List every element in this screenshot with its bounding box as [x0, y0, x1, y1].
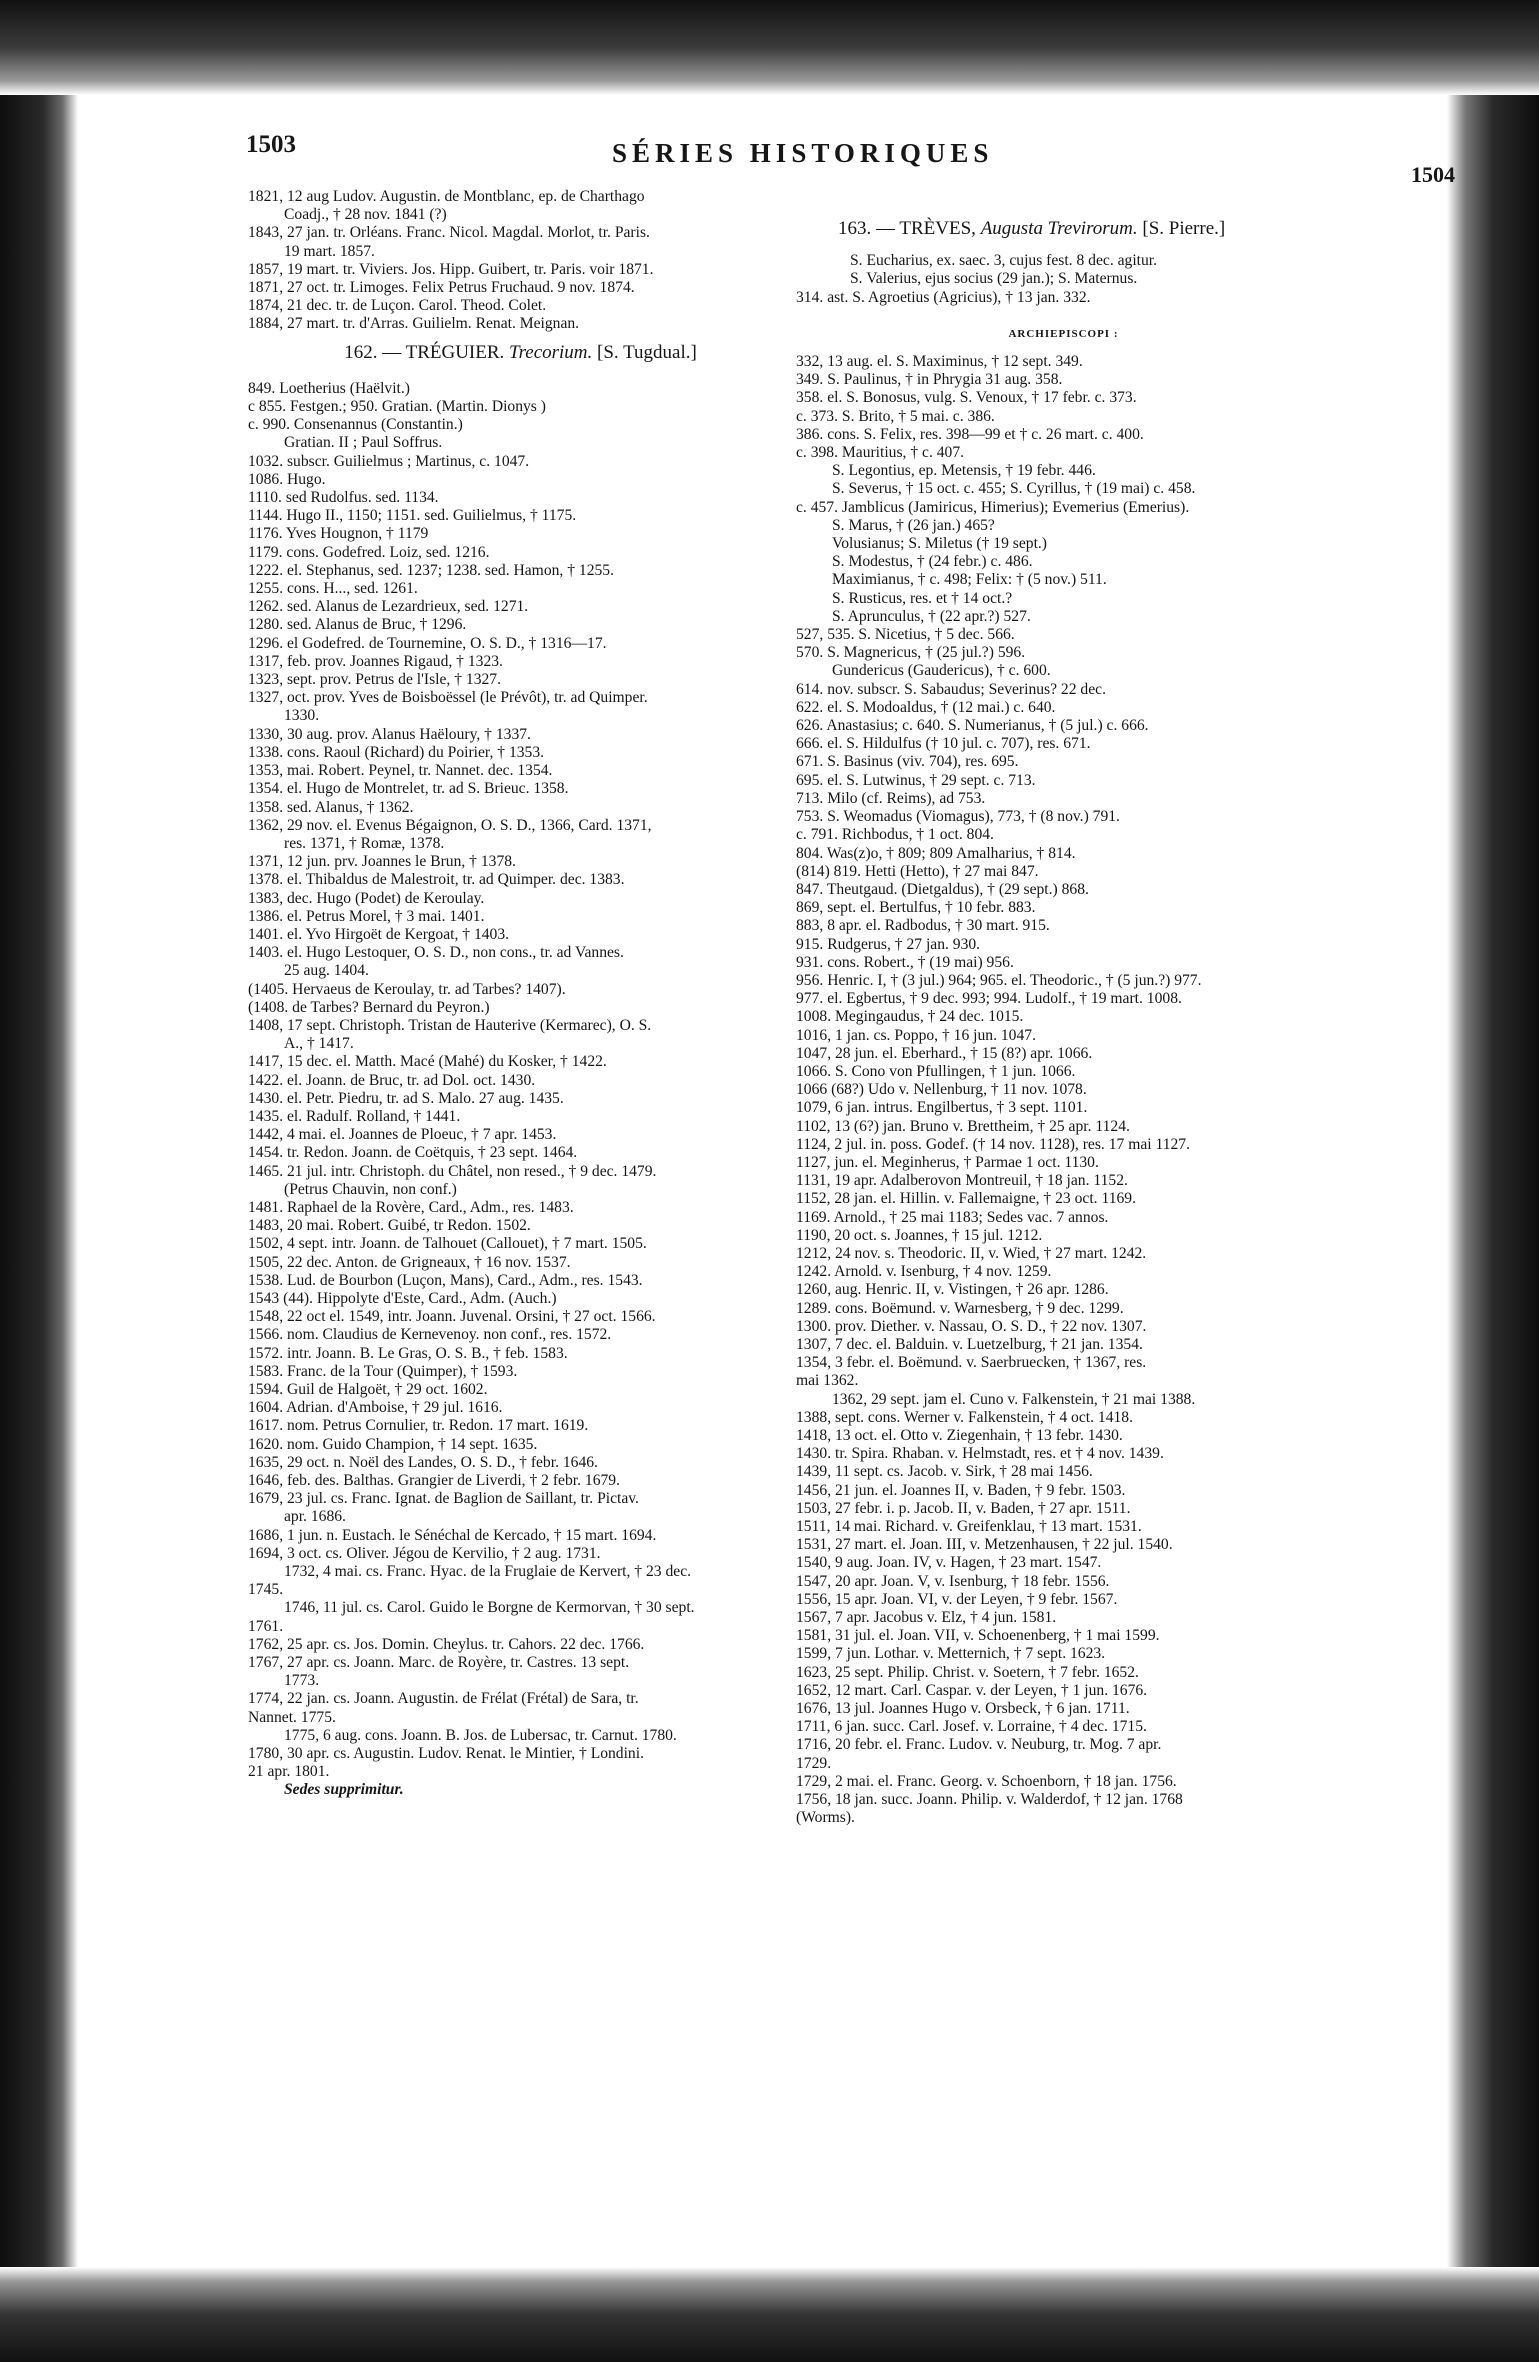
section-heading-treves: [796, 220, 1331, 238]
list-item: 1716, 20 febr. el. Franc. Ludov. v. Neuburg, tr. Mog. 7 apr.: [796, 1736, 1162, 1754]
list-item: c 855. Festgen.; 950. Gratian. (Martin. Dionys ): [248, 398, 546, 416]
list-item: 1635, 29 oct. n. Noël des Landes, O. S. D., † febr. 1646.: [248, 1453, 598, 1471]
list-item: 626. Anastasius; c. 640. S. Numerianus, † (5 jul.) c. 666.: [796, 717, 1149, 735]
list-item: 1767, 27 apr. cs. Joann. Marc. de Royère, tr. Castres. 13 sept.: [248, 1654, 630, 1672]
list-item: 1711, 6 jan. succ. Carl. Josef. v. Lorraine, † 4 dec. 1715.: [796, 1718, 1147, 1736]
list-item: S. Severus, † 15 oct. c. 455; S. Cyrillus, † (19 mai) c. 458.: [832, 480, 1196, 498]
bishops-list-treguier: [248, 380, 793, 1782]
list-item: 1556, 15 apr. Joan. VI, v. der Leyen, † 9 febr. 1567.: [796, 1590, 1118, 1608]
scan-border-left: [0, 0, 78, 2362]
list-item: 1131, 19 apr. Adalberovon Montreuil, † 18 jan. 1152.: [796, 1172, 1128, 1190]
left-column: [248, 188, 793, 1800]
list-item: 1874, 21 dec. tr. de Luçon. Carol. Theod. Colet.: [248, 297, 547, 315]
list-item: 1307, 7 dec. el. Balduin. v. Luetzelburg, † 21 jan. 1354.: [796, 1335, 1143, 1353]
archbishops-list-treves: [796, 353, 1331, 1827]
list-item: 1761.: [248, 1617, 284, 1635]
list-item: 1190, 20 oct. s. Joannes, † 15 jul. 1212.: [796, 1226, 1043, 1244]
list-item: 1567, 7 apr. Jacobus v. Elz, † 4 jun. 1581.: [796, 1609, 1057, 1627]
list-item: S. Rusticus, res. et † 14 oct.?: [832, 589, 1013, 607]
list-item: 1362, 29 nov. el. Evenus Bégaignon, O. S. D., 1366, Card. 1371,: [248, 816, 652, 834]
list-item: 1652, 12 mart. Carl. Caspar. v. der Leyen, † 1 jun. 1676.: [796, 1681, 1148, 1699]
list-item: 1144. Hugo II., 1150; 1151. sed. Guilielmus, † 1175.: [248, 507, 577, 525]
list-item: S. Modestus, † (24 febr.) c. 486.: [832, 553, 1033, 571]
right-column: [796, 220, 1331, 1827]
section-patron: [S. Tugdual.]: [597, 341, 697, 363]
list-item: 1430. el. Petr. Piedru, tr. ad S. Malo. 27 aug. 1435.: [248, 1089, 564, 1107]
list-item: (1405. Hervaeus de Keroulay, tr. ad Tarbes? 1407).: [248, 980, 566, 998]
list-item: 1543 (44). Hippolyte d'Este, Card., Adm. (Auch.): [248, 1289, 557, 1307]
list-item: 1623, 25 sept. Philip. Christ. v. Soetern, † 7 febr. 1652.: [796, 1663, 1139, 1681]
list-item: 19 mart. 1857.: [284, 242, 375, 260]
list-item: 1442, 4 mai. el. Joannes de Ploeuc, † 7 apr. 1453.: [248, 1126, 557, 1144]
list-item: 1338. cons. Raoul (Richard) du Poirier, † 1353.: [248, 743, 545, 761]
list-item: 1152, 28 jan. el. Hillin. v. Fallemaigne, † 23 oct. 1169.: [796, 1190, 1136, 1208]
list-item: 1604. Adrian. d'Amboise, † 29 jul. 1616.: [248, 1399, 503, 1417]
list-item: 713. Milo (cf. Reims), ad 753.: [796, 789, 986, 807]
list-item: 1599, 7 jun. Lothar. v. Metternich, † 7 sept. 1623.: [796, 1645, 1106, 1663]
list-item: 314. ast. S. Agroetius (Agricius), † 13 jan. 332.: [796, 288, 1091, 306]
list-item: 666. el. S. Hildulfus († 10 jul. c. 707), res. 671.: [796, 735, 1091, 753]
list-item: Gratian. II ; Paul Soffrus.: [284, 434, 443, 452]
list-item: 1547, 20 apr. Joan. V, v. Isenburg, † 18 febr. 1556.: [796, 1572, 1110, 1590]
list-item: 1086. Hugo.: [248, 470, 326, 488]
running-title: SÉRIES HISTORIQUES: [612, 138, 994, 168]
list-item: 1079, 6 jan. intrus. Engilbertus, † 3 sept. 1101.: [796, 1099, 1088, 1117]
scan-border-bottom: [0, 2267, 1539, 2362]
list-item: 1679, 23 jul. cs. Franc. Ignat. de Baglion de Saillant, tr. Pictav.: [248, 1490, 639, 1508]
list-item: 570. S. Magnericus, † (25 jul.?) 596.: [796, 644, 1026, 662]
list-item: 1745.: [248, 1581, 284, 1599]
section-heading-treguier: [248, 341, 793, 363]
list-item: 1686, 1 jun. n. Eustach. le Sénéchal de Kercado, † 15 mart. 1694.: [248, 1526, 657, 1544]
list-item: 1362, 29 sept. jam el. Cuno v. Falkenstein, † 21 mai 1388.: [832, 1390, 1196, 1408]
list-item: 1465. 21 jul. intr. Christoph. du Châtel, non resed., † 9 dec. 1479.: [248, 1162, 657, 1180]
right-intro-list: [796, 252, 1331, 307]
list-item: 977. el. Egbertus, † 9 dec. 993; 994. Ludolf., † 19 mart. 1008.: [796, 990, 1182, 1008]
list-item: 1774, 22 jan. cs. Joann. Augustin. de Frélat (Frétal) de Sara, tr.: [248, 1690, 639, 1708]
list-item: 1483, 20 mai. Robert. Guibé, tr Redon. 1502.: [248, 1217, 531, 1235]
list-item: S. Valerius, ejus socius (29 jan.); S. Maternus.: [850, 270, 1138, 288]
list-item: 1417, 15 dec. el. Matth. Macé (Mahé) du Kosker, † 1422.: [248, 1053, 607, 1071]
list-item: 1884, 27 mart. tr. d'Arras. Guilielm. Renat. Meignan.: [248, 315, 580, 333]
list-item: (1408. de Tarbes? Bernard du Peyron.): [248, 998, 490, 1016]
list-item: 1371, 12 jun. prv. Joannes le Brun, † 1378.: [248, 853, 516, 871]
list-item: 804. Was(z)o, † 809; 809 Amalharius, † 814.: [796, 844, 1076, 862]
list-item: 1388, sept. cons. Werner v. Falkenstein, † 4 oct. 1418.: [796, 1408, 1133, 1426]
list-item: 931. cons. Robert., † (19 mai) 956.: [796, 953, 1014, 971]
list-item: c. 457. Jamblicus (Jamiricus, Himerius); Evemerius (Emerius).: [796, 498, 1190, 516]
list-item: Coadj., † 28 nov. 1841 (?): [284, 206, 447, 224]
list-item: 1773.: [284, 1672, 320, 1690]
list-item: 1383, dec. Hugo (Podet) de Keroulay.: [248, 889, 485, 907]
list-item: 695. el. S. Lutwinus, † 29 sept. c. 713.: [796, 771, 1036, 789]
list-item: 1358. sed. Alanus, † 1362.: [248, 798, 414, 816]
list-item: 1066 (68?) Udo v. Nellenburg, † 11 nov. 1078.: [796, 1081, 1087, 1099]
list-item: 1008. Megingaudus, † 24 dec. 1015.: [796, 1008, 1024, 1026]
list-item: 1540, 9 aug. Joan. IV, v. Hagen, † 23 mart. 1547.: [796, 1554, 1102, 1572]
list-item: 1454. tr. Redon. Joann. de Coëtquis, † 23 sept. 1464.: [248, 1144, 578, 1162]
left-footer-note: Sedes supprimitur.: [284, 1781, 404, 1799]
list-item: 349. S. Paulinus, † in Phrygia 31 aug. 358.: [796, 371, 1063, 389]
list-item: 1843, 27 jan. tr. Orléans. Franc. Nicol. Magdal. Morlot, tr. Paris.: [248, 224, 650, 242]
list-item: 1729, 2 mai. el. Franc. Georg. v. Schoenborn, † 18 jan. 1756.: [796, 1772, 1177, 1790]
list-item: 1456, 21 jun. el. Joannes II, v. Baden, † 9 febr. 1503.: [796, 1481, 1126, 1499]
list-item: S. Aprunculus, † (22 apr.?) 527.: [832, 607, 1031, 625]
list-item: (814) 819. Hetti (Hetto), † 27 mai 847.: [796, 862, 1039, 880]
list-item: 1242. Arnold. v. Isenburg, † 4 nov. 1259.: [796, 1263, 1052, 1281]
section-latin-name: Augusta Trevirorum.: [980, 218, 1138, 239]
left-top-list: [248, 188, 793, 334]
list-item: 1300. prov. Diether. v. Nassau, O. S. D., † 22 nov. 1307.: [796, 1317, 1147, 1335]
list-item: 527, 535. S. Nicetius, † 5 dec. 566.: [796, 626, 1015, 644]
list-item: 1016, 1 jan. cs. Poppo, † 16 jun. 1047.: [796, 1026, 1036, 1044]
scan-border-right: [1447, 0, 1539, 2362]
list-item: 1386. el. Petrus Morel, † 3 mai. 1401.: [248, 907, 485, 925]
list-item: 1212, 24 nov. s. Theodoric. II, v. Wied, † 27 mart. 1242.: [796, 1244, 1147, 1262]
list-item: Gundericus (Gaudericus), † c. 600.: [832, 662, 1051, 680]
list-item: 386. cons. S. Felix, res. 398—99 et † c. 26 mart. c. 400.: [796, 425, 1144, 443]
list-item: 1378. el. Thibaldus de Malestroit, tr. ad Quimper. dec. 1383.: [248, 871, 625, 889]
list-item: 1821, 12 aug Ludov. Augustin. de Montblanc, ep. de Charthago: [248, 188, 645, 205]
list-item: 1481. Raphael de la Rovère, Card., Adm., res. 1483.: [248, 1198, 574, 1216]
list-item: 1296. el Godefred. de Tournemine, O. S. D., † 1316—17.: [248, 634, 607, 652]
list-item: 1280. sed. Alanus de Bruc, † 1296.: [248, 616, 467, 634]
list-item: 1871, 27 oct. tr. Limoges. Felix Petrus Fruchaud. 9 nov. 1874.: [248, 279, 635, 297]
list-item: 1503, 27 febr. i. p. Jacob. II, v. Baden, † 27 apr. 1511.: [796, 1499, 1131, 1517]
list-item: 1124, 2 jul. in. poss. Godef. († 14 nov. 1128), res. 17 mai 1127.: [796, 1135, 1190, 1153]
section-number: 162. — TRÉGUIER.: [344, 341, 505, 363]
list-item: 849. Loetherius (Haëlvit.): [248, 379, 410, 397]
list-item: 1176. Yves Hougnon, † 1179: [248, 525, 429, 543]
list-item: 1583. Franc. de la Tour (Quimper), † 1593.: [248, 1362, 518, 1380]
list-item: res. 1371, † Romæ, 1378.: [284, 834, 445, 852]
list-item: 21 apr. 1801.: [248, 1763, 330, 1781]
list-item: 1762, 25 apr. cs. Jos. Domin. Cheylus. tr. Cahors. 22 dec. 1766.: [248, 1635, 645, 1653]
list-item: 1354, 3 febr. el. Boëmund. v. Saerbruecken, † 1367, res.: [796, 1354, 1147, 1372]
list-item: 1169. Arnold., † 25 mai 1183; Sedes vac. 7 annos.: [796, 1208, 1109, 1226]
list-item: 1127, jun. el. Meginherus, † Parmae 1 oct. 1130.: [796, 1153, 1099, 1171]
list-item: 1676, 13 jul. Joannes Hugo v. Orsbeck, † 6 jan. 1711.: [796, 1700, 1130, 1718]
list-item: 1780, 30 apr. cs. Augustin. Ludov. Renat. le Mintier, † Londini.: [248, 1745, 644, 1763]
list-item: 1354. el. Hugo de Montrelet, tr. ad S. Brieuc. 1358.: [248, 780, 569, 798]
list-item: A., † 1417.: [284, 1035, 354, 1053]
list-item: 1032. subscr. Guilielmus ; Martinus, c. 1047.: [248, 452, 530, 470]
list-item: 1538. Lud. de Bourbon (Luçon, Mans), Card., Adm., res. 1543.: [248, 1271, 643, 1289]
list-item: 1047, 28 jun. el. Eberhard., † 15 (8?) apr. 1066.: [796, 1044, 1093, 1062]
list-item: c. 373. S. Brito, † 5 mai. c. 386.: [796, 407, 995, 425]
list-item: 1110. sed Rudolfus. sed. 1134.: [248, 489, 439, 507]
list-item: 1694, 3 oct. cs. Oliver. Jégou de Kervilio, † 2 aug. 1731.: [248, 1544, 601, 1562]
list-item: S. Marus, † (26 jan.) 465?: [832, 516, 995, 534]
list-item: 883, 8 apr. el. Radbodus, † 30 mart. 915.: [796, 917, 1050, 935]
list-item: 1581, 31 jul. el. Joan. VII, v. Schoenenberg, † 1 mai 1599.: [796, 1627, 1160, 1645]
list-item: 1857, 19 mart. tr. Viviers. Jos. Hipp. Guibert, tr. Paris. voir 1871.: [248, 260, 654, 278]
list-item: 332, 13 aug. el. S. Maximinus, † 12 sept. 349.: [796, 353, 1083, 371]
list-item: 25 aug. 1404.: [284, 962, 369, 980]
section-number: 163. — TRÈVES,: [838, 218, 976, 239]
list-item: 1260, aug. Henric. II, v. Vistingen, † 26 apr. 1286.: [796, 1281, 1109, 1299]
list-item: mai 1362.: [796, 1372, 859, 1390]
list-item: 1317, feb. prov. Joannes Rigaud, † 1323.: [248, 652, 503, 670]
list-item: 1408, 17 sept. Christoph. Tristan de Hauterive (Kermarec), O. S.: [248, 1016, 652, 1034]
list-item: 1418, 13 oct. el. Otto v. Ziegenhain, † 13 febr. 1430.: [796, 1427, 1123, 1444]
list-item: 622. el. S. Modoaldus, † (12 mai.) c. 640.: [796, 698, 1056, 716]
list-item: 1435. el. Radulf. Rolland, † 1441.: [248, 1107, 461, 1125]
list-item: Volusianus; S. Miletus († 19 sept.): [832, 535, 1047, 553]
list-item: (Worms).: [796, 1809, 855, 1827]
list-item: 1775, 6 aug. cons. Joann. B. Jos. de Lubersac, tr. Carnut. 1780.: [284, 1726, 677, 1744]
scan-border-top: [0, 0, 1539, 95]
right-page-number: 1504: [1411, 162, 1455, 187]
list-item: 1511, 14 mai. Richard. v. Greifenklau, † 13 mart. 1531.: [796, 1518, 1142, 1536]
list-item: 1548, 22 oct el. 1549, intr. Joann. Juvenal. Orsini, † 27 oct. 1566.: [248, 1308, 656, 1326]
list-item: 1756, 18 jan. succ. Joann. Philip. v. Walderdof, † 12 jan. 1768: [796, 1791, 1183, 1809]
list-item: 1330.: [284, 707, 320, 725]
list-item: 1262. sed. Alanus de Lezardrieux, sed. 1271.: [248, 598, 529, 616]
list-item: S. Eucharius, ex. saec. 3, cujus fest. 8 dec. agitur.: [850, 252, 1158, 270]
list-item: 671. S. Basinus (viv. 704), res. 695.: [796, 753, 1019, 771]
list-item: 1179. cons. Godefred. Loiz, sed. 1216.: [248, 543, 490, 561]
list-item: 1746, 11 jul. cs. Carol. Guido le Borgne de Kermorvan, † 30 sept.: [284, 1599, 695, 1617]
list-item: 1330, 30 aug. prov. Alanus Haëloury, † 1337.: [248, 725, 531, 743]
list-item: c. 791. Richbodus, † 1 oct. 804.: [796, 826, 994, 844]
list-item: 1289. cons. Boëmund. v. Warnesberg, † 9 dec. 1299.: [796, 1299, 1124, 1317]
list-item: 1353, mai. Robert. Peynel, tr. Nannet. dec. 1354.: [248, 762, 553, 780]
list-item: 1572. intr. Joann. B. Le Gras, O. S. B., † feb. 1583.: [248, 1344, 568, 1362]
archiepiscopi-subheading: ARCHIEPISCOPI :: [1008, 327, 1119, 340]
section-latin-name: Trecorium.: [509, 341, 593, 363]
list-item: 1594. Guil de Halgoët, † 29 oct. 1602.: [248, 1381, 488, 1398]
list-item: 1323, sept. prov. Petrus de l'Isle, † 1327.: [248, 671, 502, 689]
list-item: 753. S. Weomadus (Viomagus), 773, † (8 nov.) 791.: [796, 808, 1120, 826]
list-item: 1505, 22 dec. Anton. de Grigneaux, † 16 nov. 1537.: [248, 1253, 571, 1271]
list-item: 1422. el. Joann. de Bruc, tr. ad Dol. oct. 1430.: [248, 1071, 536, 1089]
list-item: 1222. el. Stephanus, sed. 1237; 1238. sed. Hamon, † 1255.: [248, 561, 614, 579]
list-item: Maximianus, † c. 498; Felix: † (5 nov.) 511.: [832, 571, 1107, 589]
list-item: 1531, 27 mart. el. Joan. III, v. Metzenhausen, † 22 jul. 1540.: [796, 1536, 1173, 1554]
list-item: 1327, oct. prov. Yves de Boisboëssel (le Prévôt), tr. ad Quimper.: [248, 689, 648, 707]
list-item: 1620. nom. Guido Champion, † 14 sept. 1635.: [248, 1435, 538, 1453]
list-item: 1646, feb. des. Balthas. Grangier de Liverdi, † 2 febr. 1679.: [248, 1472, 620, 1490]
list-item: 869, sept. el. Bertulfus, † 10 febr. 883.: [796, 899, 1036, 917]
list-item: 847. Theutgaud. (Dietgaldus), † (29 sept.) 868.: [796, 880, 1089, 898]
list-item: Nannet. 1775.: [248, 1708, 336, 1726]
list-item: 1102, 13 (6?) jan. Bruno v. Brettheim, † 25 apr. 1124.: [796, 1117, 1130, 1135]
list-item: 614. nov. subscr. S. Sabaudus; Severinus? 22 dec.: [796, 680, 1106, 698]
list-item: S. Legontius, ep. Metensis, † 19 febr. 446.: [832, 462, 1096, 480]
section-patron: [S. Pierre.]: [1142, 218, 1226, 239]
list-item: 1430. tr. Spira. Rhaban. v. Helmstadt, res. et † 4 nov. 1439.: [796, 1445, 1164, 1463]
list-item: 1401. el. Yvo Hirgoët de Kergoat, † 1403.: [248, 925, 510, 943]
left-page-number: 1503: [246, 131, 296, 158]
list-item: 1255. cons. H..., sed. 1261.: [248, 580, 418, 598]
list-item: 1439, 11 sept. cs. Jacob. v. Sirk, † 28 mai 1456.: [796, 1463, 1093, 1481]
list-item: c. 398. Mauritius, † c. 407.: [796, 444, 965, 462]
list-item: 1566. nom. Claudius de Kernevenoy. non conf., res. 1572.: [248, 1326, 612, 1344]
list-item: apr. 1686.: [284, 1508, 346, 1526]
list-item: 1729.: [796, 1754, 832, 1772]
list-item: 1617. nom. Petrus Cornulier, tr. Redon. 17 mart. 1619.: [248, 1417, 589, 1435]
list-item: 1066. S. Cono von Pfullingen, † 1 jun. 1066.: [796, 1062, 1076, 1080]
list-item: c. 990. Consenannus (Constantin.): [248, 416, 463, 434]
list-item: 915. Rudgerus, † 27 jan. 930.: [796, 935, 981, 953]
list-item: 1403. el. Hugo Lestoquer, O. S. D., non cons., tr. ad Vannes.: [248, 944, 624, 962]
list-item: 956. Henric. I, † (3 jul.) 964; 965. el. Theodoric., † (5 jun.?) 977.: [796, 971, 1202, 989]
list-item: 1732, 4 mai. cs. Franc. Hyac. de la Fruglaie de Kervert, † 23 dec.: [284, 1563, 692, 1581]
list-item: 358. el. S. Bonosus, vulg. S. Venoux, † 17 febr. c. 373.: [796, 389, 1137, 407]
list-item: 1502, 4 sept. intr. Joann. de Talhouet (Callouet), † 7 mart. 1505.: [248, 1235, 647, 1253]
list-item: (Petrus Chauvin, non conf.): [284, 1180, 457, 1198]
